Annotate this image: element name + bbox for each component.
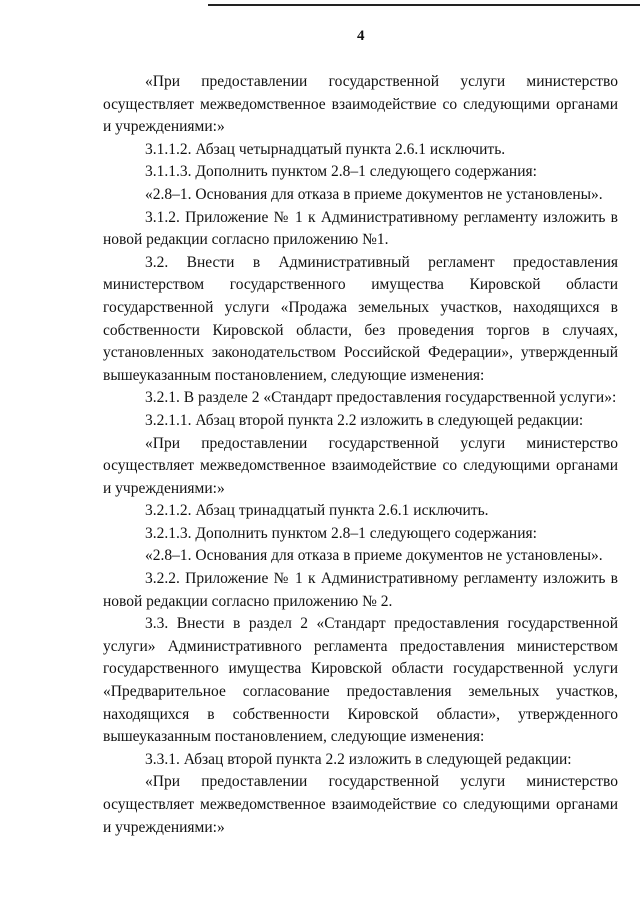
paragraph: 3.1.1.3. Дополнить пунктом 2.8–1 следующего содержания: xyxy=(145,163,537,181)
paragraph: 3.2.1.2. Абзац тринадцатый пункта 2.6.1 исключить. xyxy=(145,502,489,520)
paragraph: «При предоставлении государственной услуги министерство осуществляет межведомственное взаимодействие со следующими органами и учреждениями:» xyxy=(103,434,618,497)
paragraph: 3.2. Внести в Административный регламент предоставления министерством государственного имущества Кировской области государственной услуги «Продажа земельных участков, находящихся в собственности Кировской области, без проведения торгов в случаях, установленных законодательством Российской Федерации», утвержденный вышеуказанным постановлением, следующие изменения: xyxy=(103,253,618,384)
page-number: 4 xyxy=(357,28,365,44)
paragraph: 3.2.1.3. Дополнить пунктом 2.8–1 следующего содержания: xyxy=(145,524,537,542)
paragraph: 3.1.2. Приложение № 1 к Административному регламенту изложить в новой редакции согласно приложению №1. xyxy=(103,208,618,249)
paragraph: «При предоставлении государственной услуги министерство осуществляет межведомственное взаимодействие со следующими органами и учреждениями:» xyxy=(103,773,618,836)
paragraph: 3.3. Внести в раздел 2 «Стандарт предоставления государственной услуги» Административного регламента предоставления министерством государственного имущества Кировской области государственной услуги «Предварительное согласование предоставления земельных участков, находящихся в собственности Кировской области», утвержденного вышеуказанным постановлением, следующие изменения: xyxy=(103,615,618,746)
paragraph: 3.2.2. Приложение № 1 к Административному регламенту изложить в новой редакции согласно приложению № 2. xyxy=(103,570,618,610)
paragraph: 3.2.1.1. Абзац второй пункта 2.2 изложить в следующей редакции: xyxy=(145,411,584,429)
paragraph: «2.8–1. Основания для отказа в приеме документов не установлены». xyxy=(145,547,603,565)
paragraph: 3.3.1. Абзац второй пункта 2.2 изложить в следующей редакции: xyxy=(145,750,572,768)
paragraph: 3.1.1.2. Абзац четырнадцатый пункта 2.6.1 исключить. xyxy=(145,140,506,158)
top-rule xyxy=(208,4,640,6)
paragraph: «При предоставлении государственной услуги министерство осуществляет межведомственное взаимодействие со следующими органами и учреждениями:» xyxy=(103,73,618,136)
paragraph: 3.2.1. В разделе 2 «Стандарт предоставления государственной услуги»: xyxy=(145,389,617,407)
document-body xyxy=(103,71,618,839)
paragraph: «2.8–1. Основания для отказа в приеме документов не установлены». xyxy=(145,185,603,203)
